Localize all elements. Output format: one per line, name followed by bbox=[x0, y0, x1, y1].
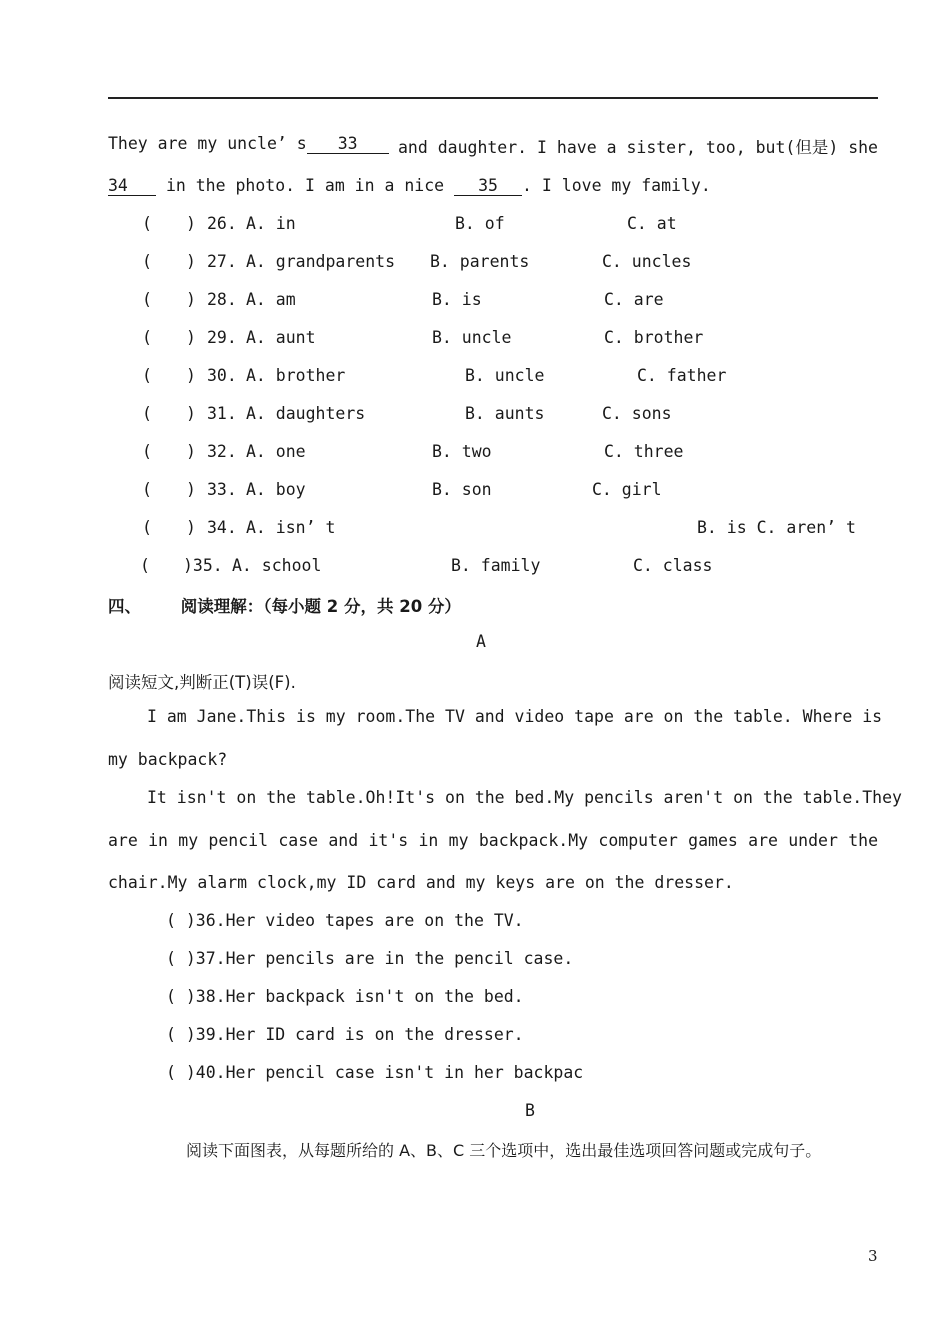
option-c: C. father bbox=[637, 366, 727, 385]
reading-passage-line: are in my pencil case and it's in my backpack.My computer games are under the bbox=[108, 831, 878, 850]
answer-paren-open[interactable]: ( bbox=[142, 518, 152, 537]
option-c: C. girl bbox=[592, 480, 662, 499]
option-a: A. aunt bbox=[246, 328, 316, 347]
answer-paren-open[interactable]: ( bbox=[142, 442, 152, 461]
true-false-statement[interactable]: ( )36.Her video tapes are on the TV. bbox=[166, 911, 524, 930]
option-a: A. daughters bbox=[246, 404, 366, 423]
answer-paren-open[interactable]: ( bbox=[142, 328, 152, 347]
question-number: 27. bbox=[207, 252, 237, 271]
option-c: C. are bbox=[604, 290, 664, 309]
answer-paren-close: ) bbox=[186, 328, 196, 347]
answer-paren-open[interactable]: ( bbox=[142, 404, 152, 423]
reading-passage-line: chair.My alarm clock,my ID card and my keys are on the dresser. bbox=[108, 873, 734, 892]
option-a: A. school bbox=[232, 556, 322, 575]
option-b: B. of bbox=[455, 214, 505, 233]
blank-35: 35 bbox=[454, 177, 522, 196]
option-a: A. one bbox=[246, 442, 306, 461]
part-a-instruction: 阅读短文,判断正(T)误(F). bbox=[108, 673, 296, 692]
reading-passage-line: my backpack? bbox=[108, 750, 228, 769]
answer-paren-open[interactable]: ( bbox=[142, 290, 152, 309]
answer-paren-close: ) bbox=[186, 480, 196, 499]
answer-paren-open[interactable]: ( bbox=[142, 214, 152, 233]
question-number: 30. bbox=[207, 366, 237, 385]
answer-paren-close: ) bbox=[186, 252, 196, 271]
answer-paren-close: ) bbox=[186, 404, 196, 423]
part-b-label: B bbox=[525, 1101, 535, 1120]
question-number: 31. bbox=[207, 404, 237, 423]
reading-passage-line: I am Jane.This is my room.The TV and video tape are on the table. Where is bbox=[147, 707, 883, 726]
question-number: 32. bbox=[207, 442, 237, 461]
passage-line-1 bbox=[108, 134, 878, 158]
option-b: B. son bbox=[432, 480, 492, 499]
option-a: A. brother bbox=[246, 366, 346, 385]
blank-34: 34 bbox=[108, 177, 156, 196]
true-false-statement[interactable]: ( )39.Her ID card is on the dresser. bbox=[166, 1025, 524, 1044]
blank-33: 33 bbox=[307, 135, 389, 154]
option-b-c: B. is C. aren’ t bbox=[697, 518, 856, 537]
passage-text: in the photo. I am in a nice bbox=[165, 176, 445, 195]
passage-text: . I love my family. bbox=[522, 176, 711, 195]
reading-passage-line: It isn't on the table.Oh!It's on the bed.My pencils aren't on the table.They bbox=[147, 788, 902, 807]
true-false-statement[interactable]: ( )38.Her backpack isn't on the bed. bbox=[166, 987, 524, 1006]
option-b: B. parents bbox=[430, 252, 530, 271]
option-c: C. uncles bbox=[602, 252, 692, 271]
option-b: B. uncle bbox=[465, 366, 545, 385]
answer-paren-open[interactable]: ( bbox=[140, 556, 150, 575]
option-b: B. two bbox=[432, 442, 492, 461]
option-a: A. in bbox=[246, 214, 296, 233]
part-a-label: A bbox=[476, 632, 486, 651]
part-b-instruction: 阅读下面图表，从每题所给的 A、B、C 三个选项中，选出最佳选项回答问题或完成句子。 bbox=[186, 1141, 822, 1160]
header-rule bbox=[108, 97, 878, 99]
answer-paren-open[interactable]: ( bbox=[142, 480, 152, 499]
question-number: 26. bbox=[207, 214, 237, 233]
passage-text: They are my uncle’ s bbox=[108, 134, 307, 153]
answer-paren-open[interactable]: ( bbox=[142, 366, 152, 385]
option-c: C. at bbox=[627, 214, 677, 233]
option-c: C. three bbox=[604, 442, 684, 461]
option-c: C. class bbox=[633, 556, 713, 575]
option-a: A. am bbox=[246, 290, 296, 309]
question-number: 29. bbox=[207, 328, 237, 347]
passage-text: and daughter. I have a sister, too, but(但是) she bbox=[397, 138, 878, 157]
answer-paren-close: ) bbox=[186, 214, 196, 233]
option-c: C. sons bbox=[602, 404, 672, 423]
option-b: B. family bbox=[451, 556, 541, 575]
passage-line-2 bbox=[108, 176, 711, 196]
option-b: B. uncle bbox=[432, 328, 512, 347]
true-false-statement[interactable]: ( )37.Her pencils are in the pencil case. bbox=[166, 949, 574, 968]
question-number: 34. bbox=[207, 518, 237, 537]
option-a: A. grandparents bbox=[246, 252, 396, 271]
page-number: 3 bbox=[868, 1247, 878, 1265]
section-heading bbox=[108, 593, 461, 617]
option-b: B. aunts bbox=[465, 404, 545, 423]
option-b: B. is bbox=[432, 290, 482, 309]
question-number: )35. bbox=[183, 556, 223, 575]
option-a: A. isn’ t bbox=[246, 518, 336, 537]
question-number: 33. bbox=[207, 480, 237, 499]
section-title: 阅读理解：（每小题 2 分，共 20 分） bbox=[180, 597, 461, 616]
section-number: 四、 bbox=[108, 597, 141, 616]
answer-paren-close: ) bbox=[186, 518, 196, 537]
option-c: C. brother bbox=[604, 328, 704, 347]
question-number: 28. bbox=[207, 290, 237, 309]
answer-paren-close: ) bbox=[186, 290, 196, 309]
option-a: A. boy bbox=[246, 480, 306, 499]
answer-paren-close: ) bbox=[186, 366, 196, 385]
true-false-statement[interactable]: ( )40.Her pencil case isn't in her backpac bbox=[166, 1063, 584, 1082]
answer-paren-close: ) bbox=[186, 442, 196, 461]
answer-paren-open[interactable]: ( bbox=[142, 252, 152, 271]
